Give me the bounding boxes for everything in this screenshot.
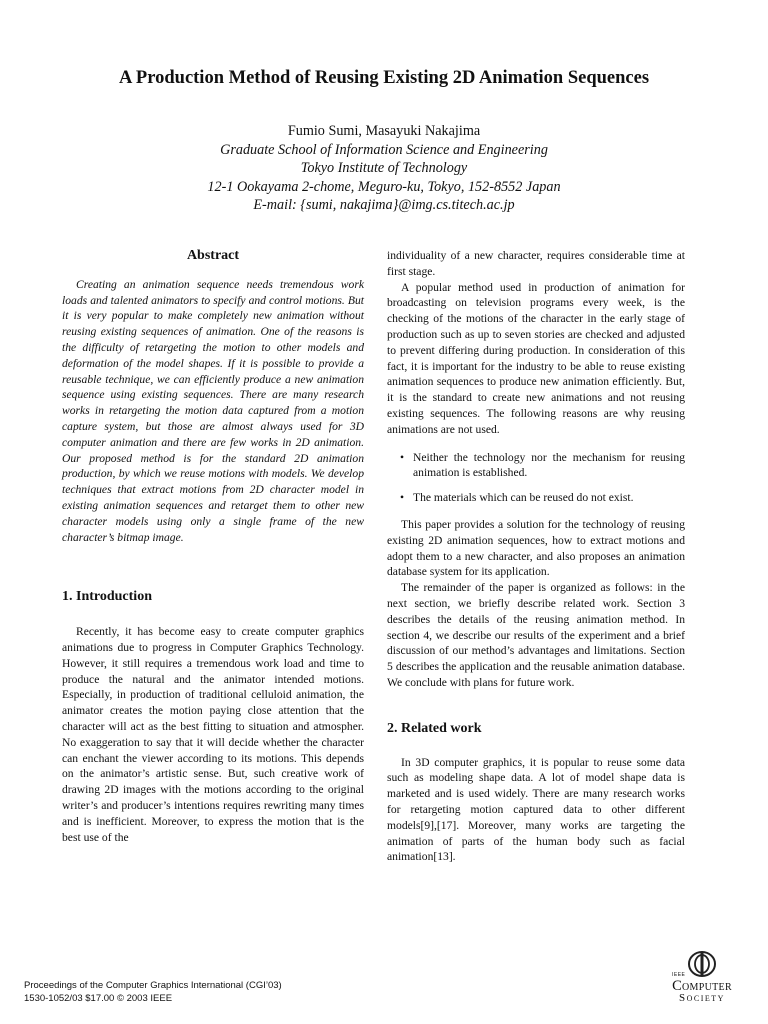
intro-paragraph-3: This paper provides a solution for the technology of reusing existing 2D animation sequences, how to extract motions and adopt them to a new character, and also proposes an animation database system for its application. [387, 517, 685, 579]
abstract-text: Creating an animation sequence needs tremendous work loads and talented animators to specify and control motions. But it is very popular to make completely new animation without reusing existing sequences of animation. One of the reasons is the difficulty of retargeting the motion to other models and deformation of the model shapes. If it is possible to provide a reusable technique, we can efficiently produce a new animation sequence using existing sequences. There are many research works in retargeting the motion data captured from a motion capture system, but those are almost always used for 3D computer animation and there are few works in 2D animation. Our proposed method is for the standard 2D animation production, by which we reuse motions with models. We develop techniques that extract motions from 2D character model in existing animation sequences and retarget them to other new character models using only a single frame of the new character’s bitmap image. [62, 277, 364, 544]
intro-paragraph-1-continued: individuality of a new character, requires considerable time at first stage. [387, 249, 685, 278]
list-item-text: Neither the technology nor the mechanism for reusing animation is established. [413, 450, 685, 480]
footer-copyright: 1530-1052/03 $17.00 © 2003 IEEE [24, 993, 173, 1004]
intro-paragraph-2: A popular method used in production of animation for broadcasting on television programs every week, is the checking of the motions of the character in the early stage of production such as up to seven stories are checked and adjusted to prevent differing during production. In consideration of this fact, it is important for the industry to be able to reuse existing animation sequences to produce new animation efficiently. But, it is the standard to create new animations and not reusing existing sequences. The following reasons are why reusing animations are not used. [387, 280, 685, 436]
author-email: E-mail: {sumi, nakajima}@img.cs.titech.ac.jp [253, 197, 515, 213]
ieee-emblem-icon [687, 950, 717, 978]
right-column [387, 248, 685, 865]
author-block [0, 122, 768, 215]
computer-society-logo [660, 950, 744, 1008]
intro-heading: 1. Introduction [62, 589, 152, 605]
bullet-icon: • [400, 450, 405, 464]
footer-proceedings: Proceedings of the Computer Graphics International (CGI’03) [24, 980, 282, 991]
reasons-list [387, 450, 685, 506]
related-work-paragraph-1: In 3D computer graphics, it is popular to reuse some data such as modeling shape data. A lot of model shape data is marketed and is used widely. There are many research works for retargeting motion captured data to other different models[9],[17]. Moreover, many works are targeting the animation of parts of the human body such as facial animation[13]. [387, 755, 685, 864]
logo-computer-text: Computer [672, 978, 732, 994]
footer [24, 979, 282, 1005]
list-item-text: The materials which can be reused do not exist. [413, 491, 634, 505]
bullet-icon: • [400, 491, 405, 505]
intro-paragraph-1: Recently, it has become easy to create computer graphics animations due to progress in Computer Graphics Technology. However, it still requires a tremendous work load and time to produce the natural and the animator intended motions. Especially, in production of traditional celluloid animation, the animator creates the motion paying close attention that the character will act as the best fitting to situation and atmospher. No exaggeration to say that it will decide whether the character can enchant the viewer according to its motions. This depends on the animator’s artistic sense. But, such creative work of drawing 2D images with the motions according to the original writer’s and producer’s intentions requires rewriting many times and is inefficient. Moreover, to express the motion that is the best use of the [62, 625, 364, 844]
intro-paragraph-4: The remainder of the paper is organized as follows: in the next section, we briefly describe related work. Section 3 describes the details of the reusing animation method. In section 4, we describe our results of the experiment and a brief discussion of our method’s advantages and limitations. Section 5 describes the application and the reusable animation database. We conclude with plans for future work. [387, 581, 685, 689]
left-column [62, 248, 364, 845]
related-work-heading: 2. Related work [387, 720, 482, 736]
list-item [387, 490, 685, 506]
abstract-heading: Abstract [186, 248, 240, 263]
author-names: Fumio Sumi, Masayuki Nakajima [287, 123, 481, 139]
author-address: 12-1 Ookayama 2-chome, Meguro-ku, Tokyo, 152-8552 Japan [207, 178, 561, 195]
logo-ieee-text: IEEE [672, 972, 686, 978]
logo-society-text: Society [679, 992, 725, 1004]
author-school: Graduate School of Information Science and Engineering [220, 141, 548, 158]
paper-title: A Production Method of Reusing Existing 2D Animation Sequences [118, 68, 650, 88]
list-item [387, 450, 685, 482]
author-institute: Tokyo Institute of Technology [300, 160, 468, 176]
